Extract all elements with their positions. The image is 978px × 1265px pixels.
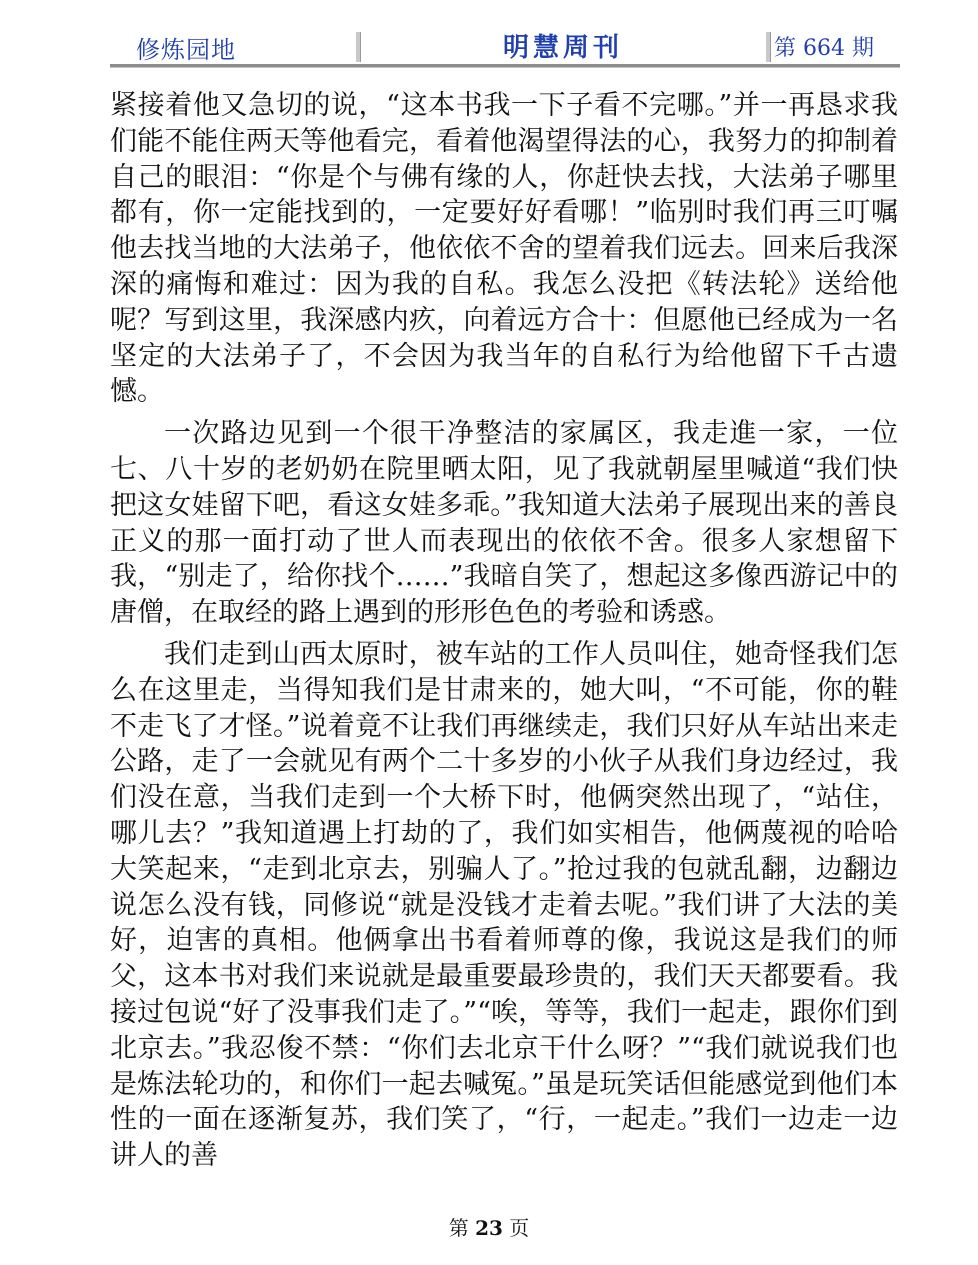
article-body [110,88,898,1180]
page-label-prefix: 第 [448,1216,469,1240]
page-header [110,26,900,68]
paragraph: 我们走到山西太原时，被车站的工作人员叫住，她奇怪我们怎么在这里走，当得知我们是甘肃来的，她大叫，“不可能，你的鞋不走飞了才怪。”说着竟不让我们再继续走，我们只好从车站出来走公路，走了一会就见有两个二十多岁的小伙子从我们身边经过，我们没在意，当我们走到一个大桥下时，他俩突然出现了，“站住，哪儿去？”我知道遇上打劫的了，我们如实相告，他俩蔑视的哈哈大笑起来，“走到北京去，别骗人了。”抢过我的包就乱翻，边翻边说怎么没有钱，同修说“就是没钱才走着去呢。”我们讲了大法的美好，迫害的真相。他俩拿出书看着师尊的像，我说这是我们的师父，这本书对我们来说就是最重要最珍贵的，我们天天都要看。我接过包说“好了没事我们走了。”“唉，等等，我们一起走，跟你们到北京去。”我忍俊不禁：“你们去北京干什么呀？”“我们就说我们也是炼法轮功的，和你们一起去喊冤。”虽是玩笑话但能感觉到他们本性的一面在逐渐复苏，我们笑了，“行，一起走。”我们一边走一边讲人的善 [110,638,898,1172]
page-footer [0,1212,978,1241]
paragraph: 紧接着他又急切的说，“这本书我一下子看不完哪。”并一再恳求我们能不能住两天等他看完，看着他渴望得法的心，我努力的抑制着自己的眼泪：“你是个与佛有缘的人，你赶快去找，大法弟子哪里都有，你一定能找到的，一定要好好看哪！”临别时我们再三叮嘱他去找当地的大法弟子，他依依不舍的望着我们远去。回来后我深深的痛悔和难过：因为我的自私。我怎么没把《转法轮》送给他呢？写到这里，我深感内疚，向着远方合十：但愿他已经成为一名坚定的大法弟子了，不会因为我当年的自私行为给他留下千古遗憾。 [110,90,898,408]
page-label-suffix: 页 [509,1216,530,1240]
section-title: 修炼园地 [136,36,236,64]
publication-title: 明慧周刊 [502,33,623,63]
header-separator [766,32,771,62]
paragraph: 一次路边见到一个很干净整洁的家属区，我走進一家，一位七、八十岁的老奶奶在院里晒太阳，见了我就朝屋里喊道“我们快把这女娃留下吧，看这女娃多乖。”我知道大法弟子展现出来的善良正义的那一面打动了世人而表现出的依依不舍。很多人家想留下我，“别走了，给你找个……”我暗自笑了，想起这多像西游记中的唐僧，在取经的路上遇到的形形色色的考验和诱惑。 [110,418,898,629]
issue-number: 第 664 期 [774,36,874,61]
page-number: 23 [475,1216,503,1240]
header-rule [110,64,900,68]
